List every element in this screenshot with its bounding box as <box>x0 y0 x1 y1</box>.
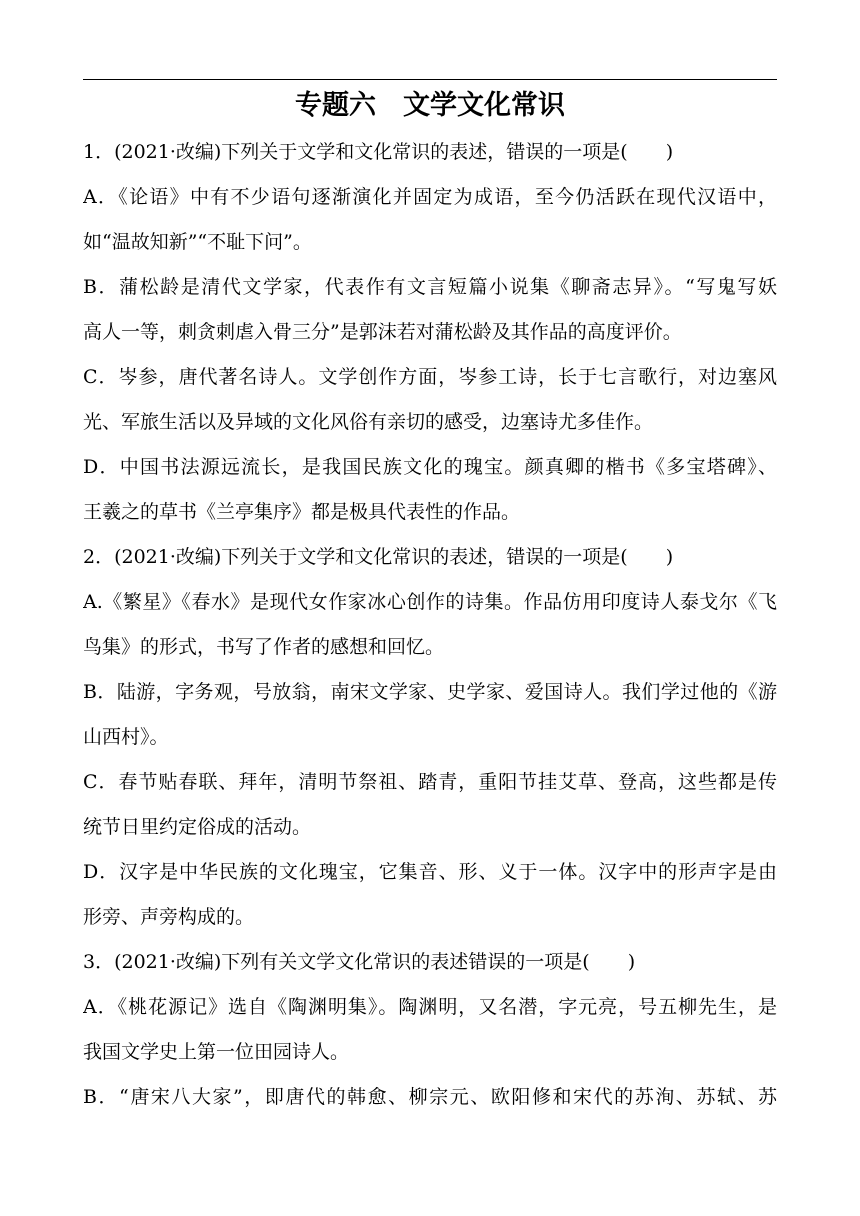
option-c <box>83 358 777 448</box>
document-body <box>83 133 777 1123</box>
option-line: C．春节贴春联、拜年，清明节祭祖、踏青，重阳节挂艾草、登高，这些都是传 <box>83 771 777 793</box>
option-line: D．汉字是中华民族的文化瑰宝，它集音、形、义于一体。汉字中的形声字是由 <box>83 861 777 883</box>
option-a <box>83 178 777 268</box>
option-line: 鸟集》的形式，书写了作者的感想和回忆。 <box>83 636 445 658</box>
option-line: 光、军旅生活以及异域的文化风俗有亲切的感受，边塞诗尤多佳作。 <box>83 411 654 433</box>
option-b <box>83 1078 777 1123</box>
option-a <box>83 583 777 673</box>
option-c <box>83 763 777 853</box>
option-b <box>83 673 777 763</box>
option-line: 山西村》。 <box>83 726 169 748</box>
header-rule <box>83 79 777 80</box>
option-line: 王羲之的草书《兰亭集序》都是极具代表性的作品。 <box>83 501 521 523</box>
question-3 <box>83 943 777 1123</box>
option-line: D．中国书法源远流长，是我国民族文化的瑰宝。颜真卿的楷书《多宝塔碑》、 <box>83 456 777 478</box>
option-line: 形旁、声旁构成的。 <box>83 906 255 928</box>
option-line: 如“温故知新”“不耻下问”。 <box>83 231 312 253</box>
option-line: A．《桃花源记》选自《陶渊明集》。陶渊明，又名潜，字元亮，号五柳先生，是 <box>83 996 777 1018</box>
question-1 <box>83 133 777 538</box>
option-line: B．蒲松龄是清代文学家，代表作有文言短篇小说集《聊斋志异》。“写鬼写妖 <box>83 276 777 298</box>
question-stem: 2．(2021·改编)下列关于文学和文化常识的表述，错误的一项是( ) <box>83 546 674 568</box>
option-line: A．《论语》中有不少语句逐渐演化并固定为成语，至今仍活跃在现代汉语中， <box>83 186 777 208</box>
option-line: 我国文学史上第一位田园诗人。 <box>83 1041 350 1063</box>
option-line: C．岑参，唐代著名诗人。文学创作方面，岑参工诗，长于七言歌行，对边塞风 <box>83 366 777 388</box>
option-a <box>83 988 777 1078</box>
page-title: 专题六 文学文化常识 <box>295 90 565 121</box>
option-d <box>83 853 777 943</box>
option-line: B．陆游，字务观，号放翁，南宋文学家、史学家、爱国诗人。我们学过他的《游 <box>83 681 777 703</box>
option-line: A.《繁星》《春水》是现代女作家冰心创作的诗集。作品仿用印度诗人泰戈尔《飞 <box>83 591 777 613</box>
question-2 <box>83 538 777 943</box>
option-line: B．“唐宋八大家”，即唐代的韩愈、柳宗元、欧阳修和宋代的苏洵、苏轼、苏 <box>83 1086 777 1108</box>
option-line: 高人一等，刺贪刺虐入骨三分”是郭沫若对蒲松龄及其作品的高度评价。 <box>83 321 682 343</box>
option-b <box>83 268 777 358</box>
question-stem: 3．(2021·改编)下列有关文学文化常识的表述错误的一项是( ) <box>83 951 636 973</box>
option-d <box>83 448 777 538</box>
option-line: 统节日里约定俗成的活动。 <box>83 816 312 838</box>
question-stem: 1．(2021·改编)下列关于文学和文化常识的表述，错误的一项是( ) <box>83 141 674 163</box>
